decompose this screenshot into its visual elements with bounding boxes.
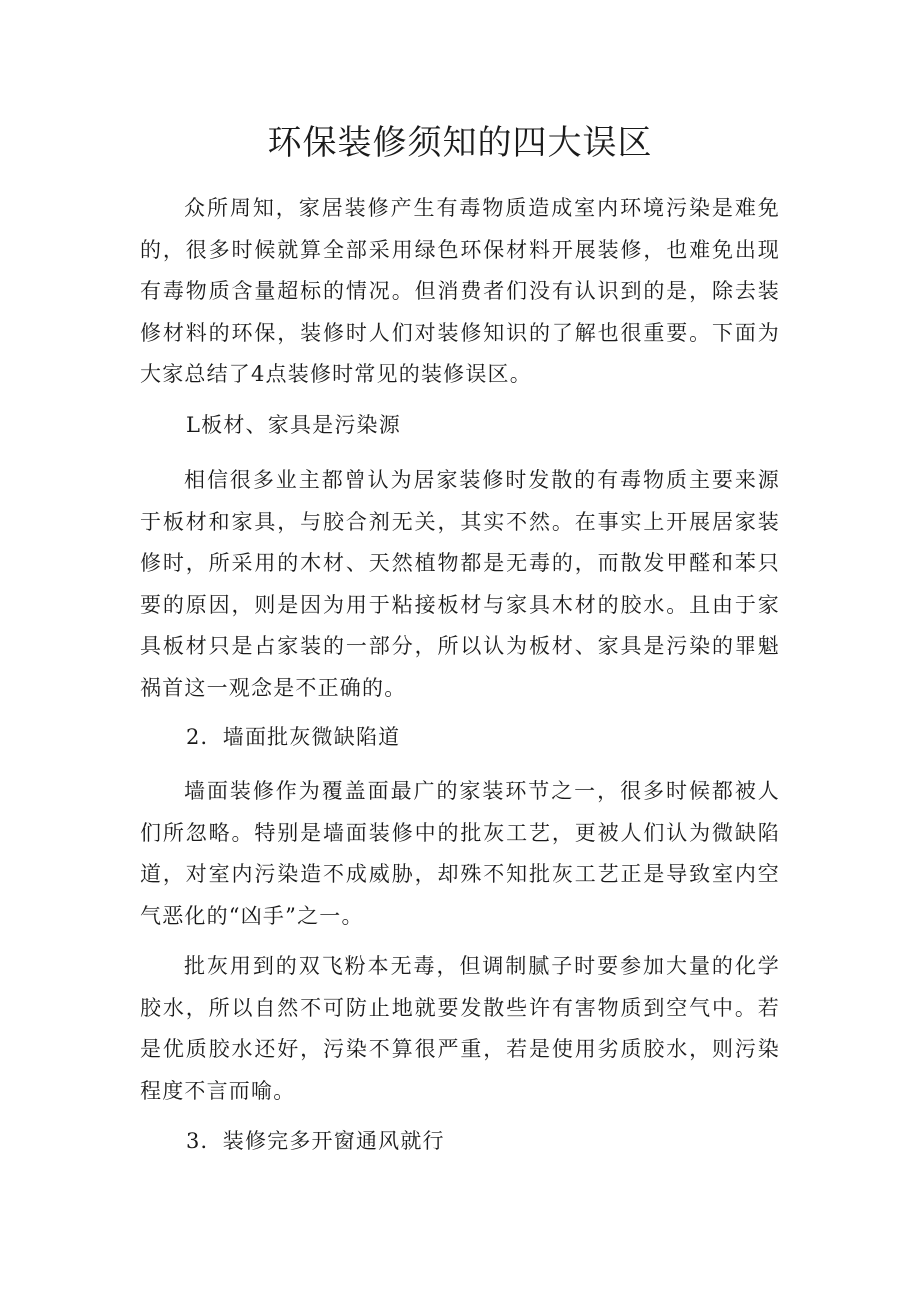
section2-paragraph-1: 墙面装修作为覆盖面最广的家装环节之一，很多时候都被人们所忽略。特别是墙面装修中的批灰工艺，更被人们认为微缺陷道，对室内污染造不成威胁，却殊不知批灰工艺正是导致室内空气恶化的“凶手”之一。 xyxy=(140,779,780,928)
section2-paragraph-2: 批灰用到的双飞粉本无毒，但调制腻子时要参加大量的化学胶水，所以自然不可防止地就要发散些许有害物质到空气中。若是优质胶水还好，污染不算很严重，若是使用劣质胶水，则污染程度不言而喻。 xyxy=(140,954,780,1103)
section2-heading: 2．墙面批灰微缺陷道 xyxy=(186,725,401,749)
section1-heading: L板材、家具是污染源 xyxy=(186,413,401,437)
intro-paragraph: 众所周知，家居装修产生有毒物质造成室内环境污染是难免的，很多时候就算全部采用绿色环保材料开展装修，也难免出现有毒物质含量超标的情况。但消费者们没有认识到的是，除去装修材料的环保，装修时人们对装修知识的了解也很重要。下面为大家总结了4点装修时常见的装修误区。 xyxy=(140,196,780,386)
section1-paragraph: 相信很多业主都曾认为居家装修时发散的有毒物质主要来源于板材和家具，与胶合剂无关，其实不然。在事实上开展居家装修时，所采用的木材、天然植物都是无毒的，而散发甲醛和苯只要的原因，则是因为用于粘接板材与家具木材的胶水。且由于家具板材只是占家装的一部分，所以认为板材、家具是污染的罪魁祸首这一观念是不正确的。 xyxy=(140,468,780,700)
section3-heading: 3．装修完多开窗通风就行 xyxy=(186,1129,445,1153)
document-title: 环保装修须知的四大误区 xyxy=(267,123,653,163)
